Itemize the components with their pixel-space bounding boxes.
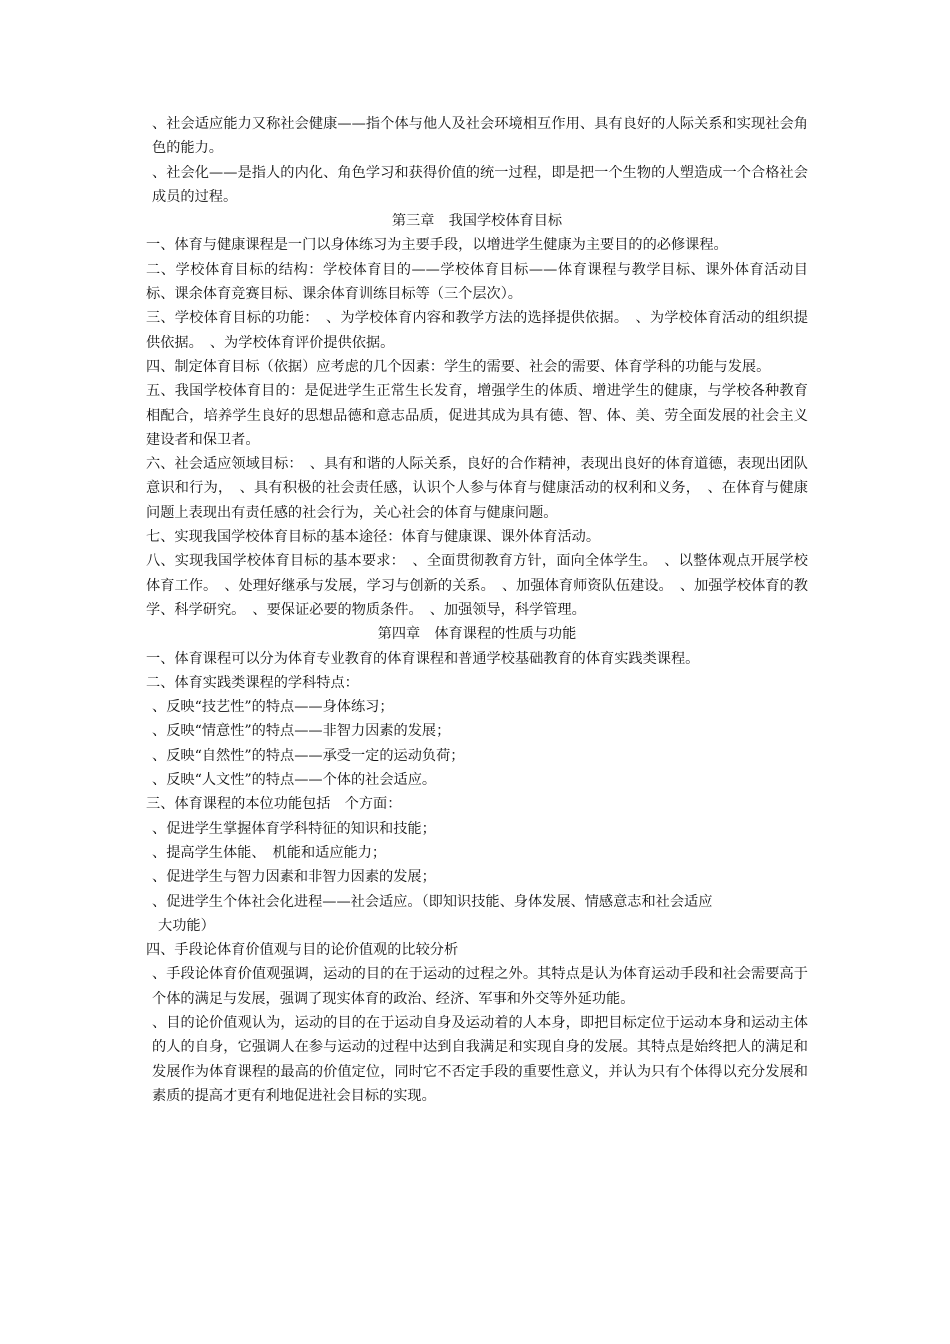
list-item: 、反映“人文性”的特点——个体的社会适应。 — [152, 772, 437, 789]
list-item: 、提高学生体能、 机能和适应能力； — [152, 844, 387, 861]
paragraph-3-8: 八、实现我国学校体育目标的基本要求： 、全面贯彻教育方针，面向全体学生。 、以整体观点开展学校体育工作。 、处理好继承与发展，学习与创新的关系。 、加强体育师资队伍建设。 、加强学校体育的教学、科学研究。 、要保证必要的物质条件。 、加强领导，科学管理。 — [146, 553, 808, 618]
paragraph-3-5: 五、我国学校体育目的：是促进学生正常生长发育，增强学生的体质、增进学生的健康，与学校各种教育相配合，培养学生良好的思想品德和意志品质，促进其成为具有德、智、体、美、劳全面发展的社会主义建设者和保卫者。 — [146, 383, 808, 448]
paragraph-socialization: 、社会化——是指人的内化、角色学习和获得价值的统一过程，即是把一个生物的人塑造成一个合格社会成员的过程。 — [152, 164, 808, 205]
list-item: 、促进学生与智力因素和非智力因素的发展； — [152, 869, 436, 886]
chapter-3-heading: 第三章 我国学校体育目标 — [391, 213, 563, 230]
list-item: 、反映“自然性”的特点——承受一定的运动负荷； — [152, 747, 465, 764]
list-item-continuation: 大功能） — [158, 917, 215, 934]
paragraph-3-6: 六、社会适应领域目标： 、具有和谐的人际关系，良好的合作精神，表现出良好的体育道德，表现出团队意识和行为， 、具有积极的社会责任感，认识个人参与体育与健康活动的权利和义务， 、在体育与健康问题上表现出有责任感的社会行为，关心社会的体育与健康问题。 — [146, 456, 808, 521]
paragraph-3-3: 三、学校体育目标的功能： 、为学校体育内容和教学方法的选择提供依据。 、为学校体育活动的组织提供依据。 、为学校体育评价提供依据。 — [146, 310, 808, 351]
list-item: 、反映“情意性”的特点——非智力因素的发展； — [152, 723, 451, 740]
list-item: 、促进学生掌握体育学科特征的知识和技能； — [152, 820, 436, 837]
paragraph-4-2: 二、体育实践类课程的学科特点： — [146, 674, 359, 691]
paragraph-4-4: 四、手段论体育价值观与目的论价值观的比较分析 — [146, 942, 459, 959]
paragraph-4-3: 三、体育课程的本位功能包括 个方面： — [146, 796, 402, 813]
paragraph-social-adaptability: 、社会适应能力又称社会健康——指个体与他人及社会环境相互作用、具有良好的人际关系和实现社会角色的能力。 — [152, 116, 808, 157]
paragraph-3-7: 七、实现我国学校体育目标的基本途径：体育与健康课、课外体育活动。 — [146, 529, 601, 546]
chapter-4-heading: 第四章 体育课程的性质与功能 — [377, 626, 577, 643]
list-item: 、反映“技艺性”的特点——身体练习； — [152, 699, 394, 716]
paragraph-4-1: 一、体育课程可以分为体育专业教育的体育课程和普通学校基础教育的体育实践类课程。 — [146, 650, 700, 667]
paragraph-means-theory: 、手段论体育价值观强调，运动的目的在于运动的过程之外。其特点是认为体育运动手段和社会需要高于个体的满足与发展，强调了现实体育的政治、经济、军事和外交等外延功能。 — [152, 966, 808, 1007]
paragraph-3-2: 二、学校体育目标的结构：学校体育目的——学校体育目标——体育课程与教学目标、课外体育活动目标、课余体育竞赛目标、课余体育训练目标等（三个层次）。 — [146, 261, 808, 303]
document-page — [146, 112, 808, 1108]
paragraph-3-1: 一、体育与健康课程是一门以身体练习为主要手段，以增进学生健康为主要目的的必修课程。 — [146, 237, 728, 254]
paragraph-ends-theory: 、目的论价值观认为，运动的目的在于运动自身及运动着的人本身，即把目标定位于运动本身和运动主体的人的自身，它强调人在参与运动的过程中达到自我满足和实现自身的发展。其特点是始终把人的满足和发展作为体育课程的最高的价值定位，同时它不否定手段的重要性意义，并认为只有个体得以充分发展和素质的提高才更有利地促进社会目标的实现。 — [152, 1014, 808, 1104]
list-item: 、促进学生个体社会化进程——社会适应。（即知识技能、身体发展、情感意志和社会适应 — [152, 893, 713, 910]
paragraph-3-4: 四、制定体育目标（依据）应考虑的几个因素：学生的需要、社会的需要、体育学科的功能与发展。 — [146, 358, 771, 375]
